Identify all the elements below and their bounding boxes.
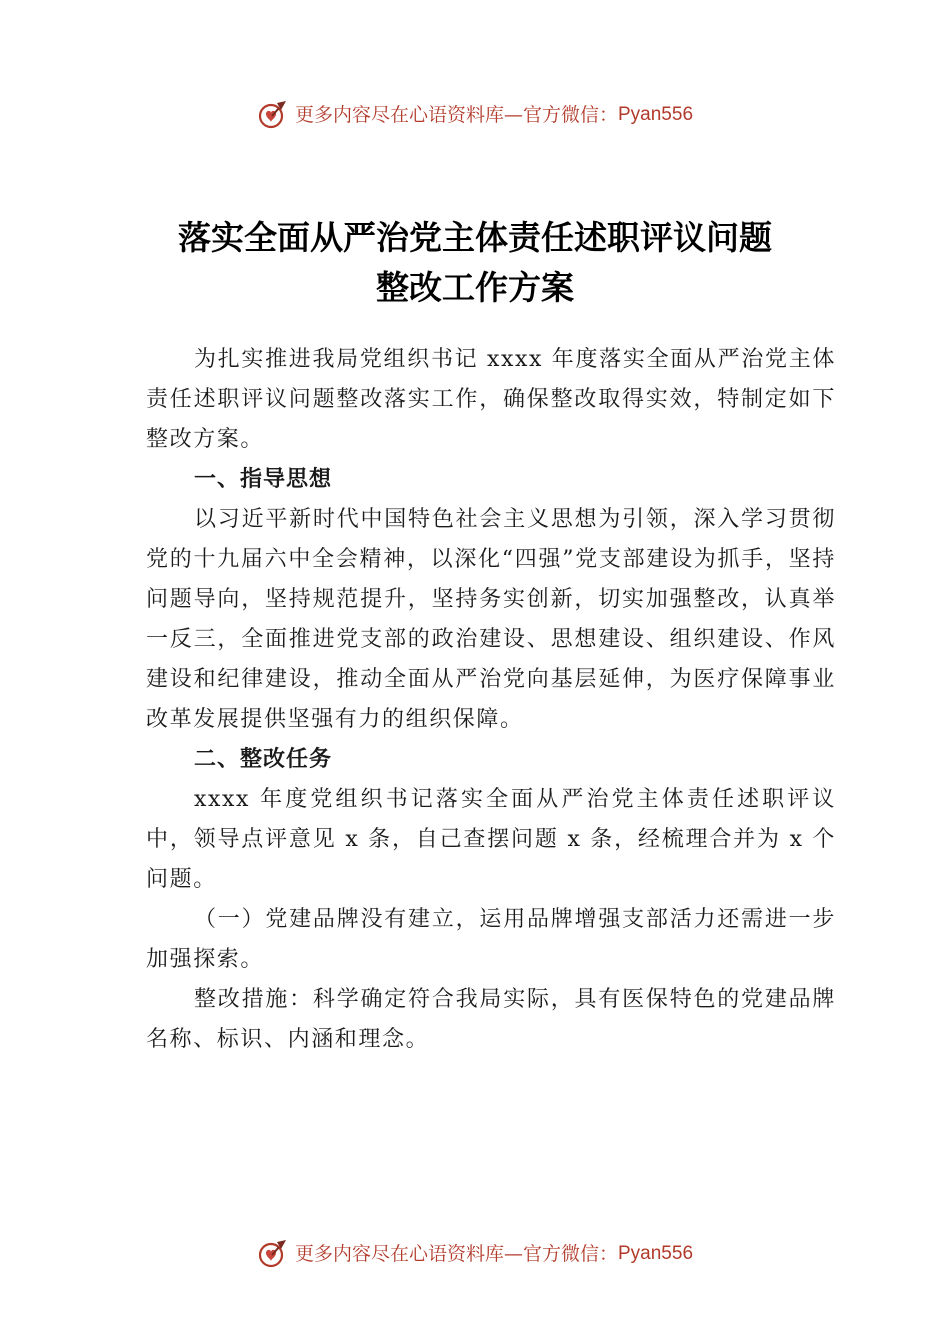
document-title-line-1: 落实全面从严治党主体责任述职评议问题: [178, 218, 772, 257]
document-body: [146, 340, 836, 1060]
section-heading-guiding-thought: 一、指导思想: [194, 467, 333, 492]
intro-paragraph: 为扎实推进我局党组织书记 xxxx 年度落实全面从严治党主体责任述职评议问题整改落实工作，确保整改取得实效，特制定如下整改方案。: [146, 347, 836, 452]
rectification-summary-paragraph: xxxx 年度党组织书记落实全面从严治党主体责任述职评议中，领导点评意见 x 条，自己查摆问题 x 条，经梳理合并为 x 个问题。: [146, 787, 836, 892]
pen-heart-logo-icon: [257, 1238, 289, 1270]
document-title-line-2: 整改工作方案: [376, 268, 574, 307]
pen-heart-logo-icon: [257, 99, 289, 131]
banner-text: 更多内容尽在心语资料库—官方微信：: [294, 104, 618, 126]
guiding-thought-paragraph: 以习近平新时代中国特色社会主义思想为引领，深入学习贯彻党的十九届六中全会精神，以深化“四强”党支部建设为抓手，坚持问题导向，坚持规范提升，坚持务实创新，切实加强整改，认真举一反三，全面推进党支部的政治建设、思想建设、组织建设、作风建设和纪律建设，推动全面从严治党向基层延伸，为医疗保障事业改革发展提供坚强有力的组织保障。: [146, 507, 836, 732]
issue-1-paragraph: （一）党建品牌没有建立，运用品牌增强支部活力还需进一步加强探索。: [146, 907, 836, 972]
issue-1-measures-paragraph: 整改措施：科学确定符合我局实际，具有医保特色的党建品牌名称、标识、内涵和理念。: [146, 987, 836, 1052]
banner-text: 更多内容尽在心语资料库—官方微信：: [294, 1243, 618, 1265]
footer-banner: [0, 1238, 950, 1270]
banner-wechat-handle: Pyan556: [618, 1243, 694, 1264]
section-heading-rectification-tasks: 二、整改任务: [194, 747, 333, 772]
header-banner: [0, 99, 950, 131]
banner-wechat-handle: Pyan556: [618, 104, 694, 125]
